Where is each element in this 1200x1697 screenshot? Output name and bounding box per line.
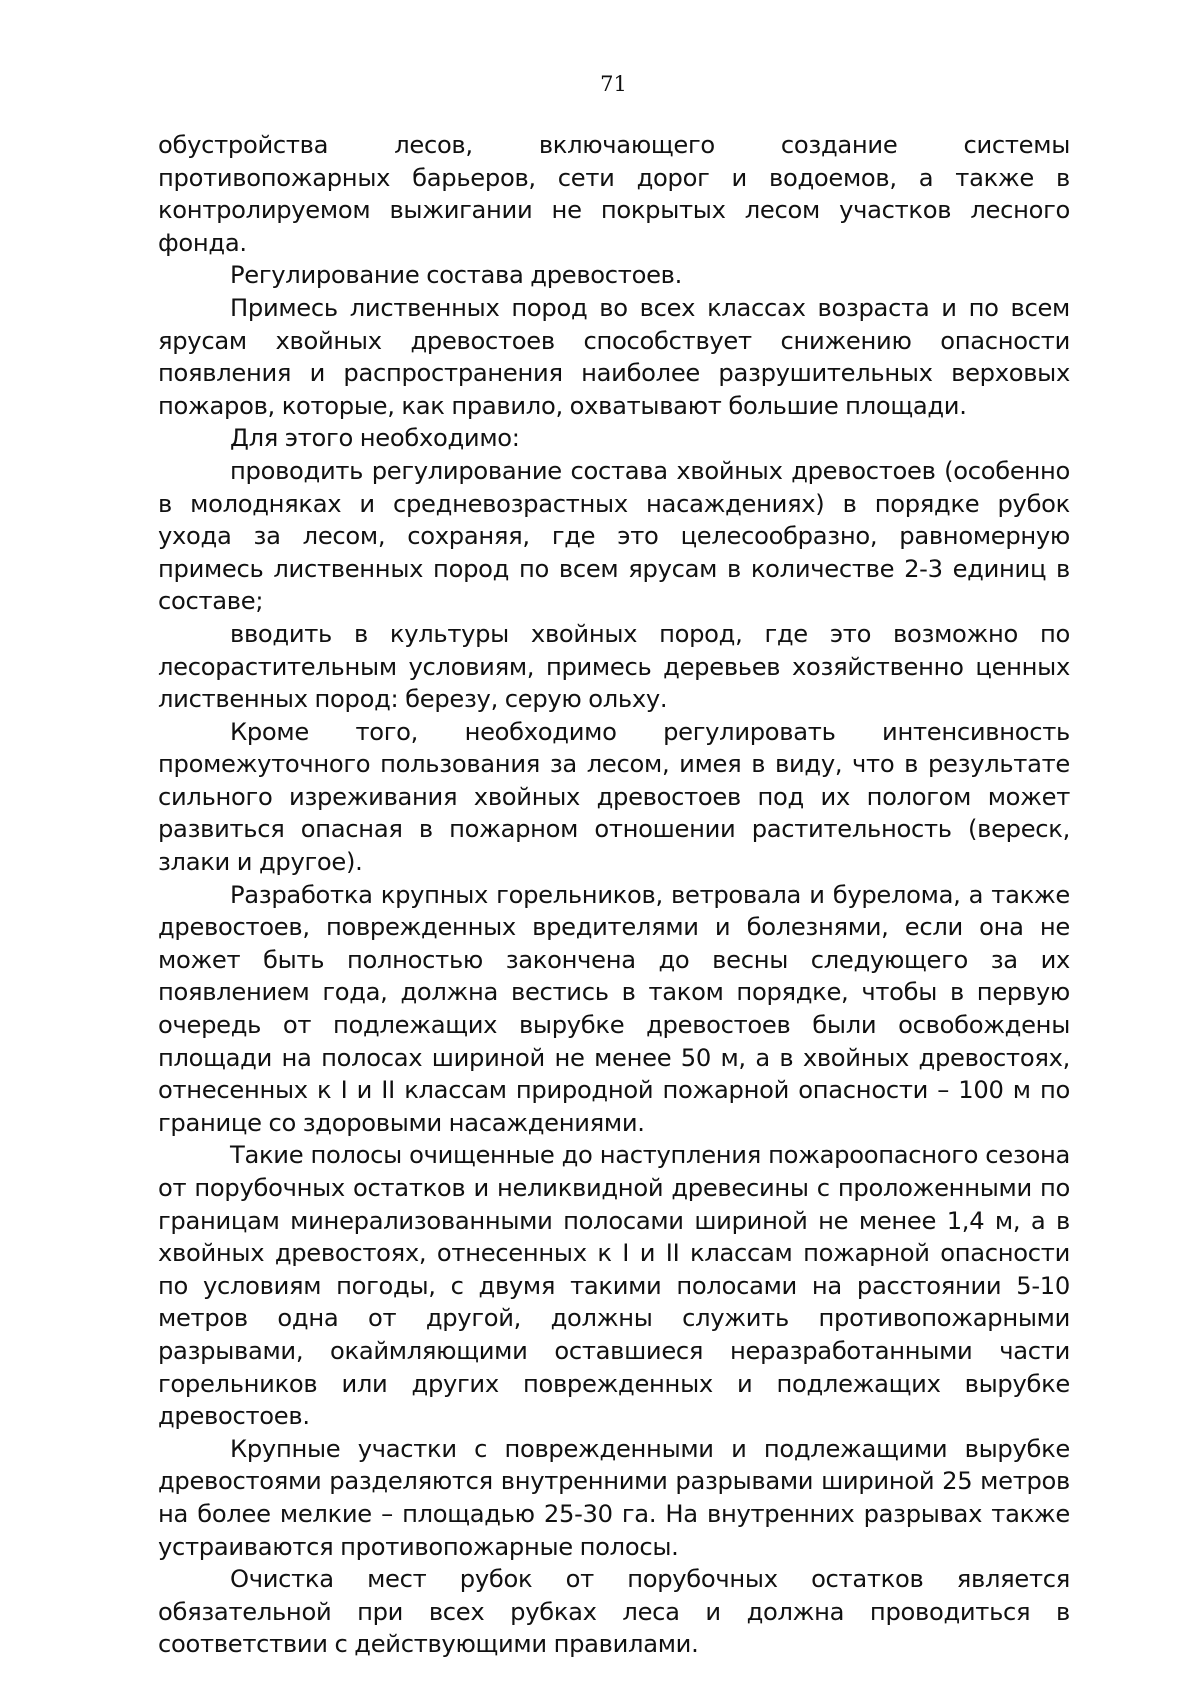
paragraph: Кроме того, необходимо регулировать интенсивность промежуточного пользования за лесом, имея в виду, что в результате сильного изреживания хвойных древостоев под их пологом может развиться опасная в пожарном отношении растительность (вереск, злаки и другое). — [158, 717, 1070, 877]
paragraph-list-item: вводить в культуры хвойных пород, где это возможно по лесорастительным условиям, примесь деревьев хозяйственно ценных лиственных пород: березу, серую ольху. — [158, 619, 1070, 714]
paragraph: Примесь лиственных пород во всех классах возраста и по всем ярусам хвойных древостоев способствует снижению опасности появления и распространения наиболее разрушительных верховых пожаров, которые, как правило, охватывают большие площади. — [158, 293, 1070, 420]
paragraph-list-intro: Для этого необходимо: — [230, 424, 520, 453]
paragraph-list-item: проводить регулирование состава хвойных древостоев (особенно в молодняках и средневозрастных насаждениях) в порядке рубок ухода за лесом, сохраняя, где это целесообразно, равномерную примесь лиственных пород по всем ярусам в количестве 2-3 единиц в составе; — [158, 456, 1070, 616]
paragraph: Такие полосы очищенные до наступления пожароопасного сезона от порубочных остатков и неликвидной древесины с проложенными по границам минерализованными полосами шириной не менее 1,4 м, а в хвойных древостоях, отнесенных к I и II классам пожарной опасности по условиям погоды, с двумя такими полосами на расстоянии 5-10 метров одна от другой, должны служить противопожарными разрывами, окаймляющими оставшиеся неразработанными части горельников или других поврежденных и подлежащих вырубке древостоев. — [158, 1141, 1070, 1431]
paragraph: Разработка крупных горельников, ветровала и бурелома, а также древостоев, поврежденных вредителями и болезнями, если она не может быть полностью закончена до весны следующего за их появлением года, должна вестись в таком порядке, чтобы в первую очередь от подлежащих вырубке древостоев были освобождены площади на полосах шириной не менее 50 м, а в хвойных древостоях, отнесенных к I и II классам природной пожарной опасности – 100 м по границе со здоровыми насаждениями. — [158, 880, 1070, 1137]
body-text — [158, 129, 1070, 1661]
paragraph-continuation: обустройства лесов, включающего создание системы противопожарных барьеров, сети дорог и водоемов, а также в контролируемом выжигании не покрытых лесом участков лесного фонда. — [158, 131, 1070, 257]
paragraph: Крупные участки с поврежденными и подлежащими вырубке древостоями разделяются внутренними разрывами шириной 25 метров на более мелкие – площадью 25-30 га. На внутренних разрывах также устраиваются противопожарные полосы. — [158, 1434, 1070, 1561]
paragraph: Очистка мест рубок от порубочных остатков является обязательной при всех рубках леса и должна проводиться в соответствии с действующими правилами. — [158, 1565, 1070, 1659]
page-number: 71 — [600, 72, 627, 96]
paragraph-heading-composition: Регулирование состава древостоев. — [230, 261, 682, 290]
